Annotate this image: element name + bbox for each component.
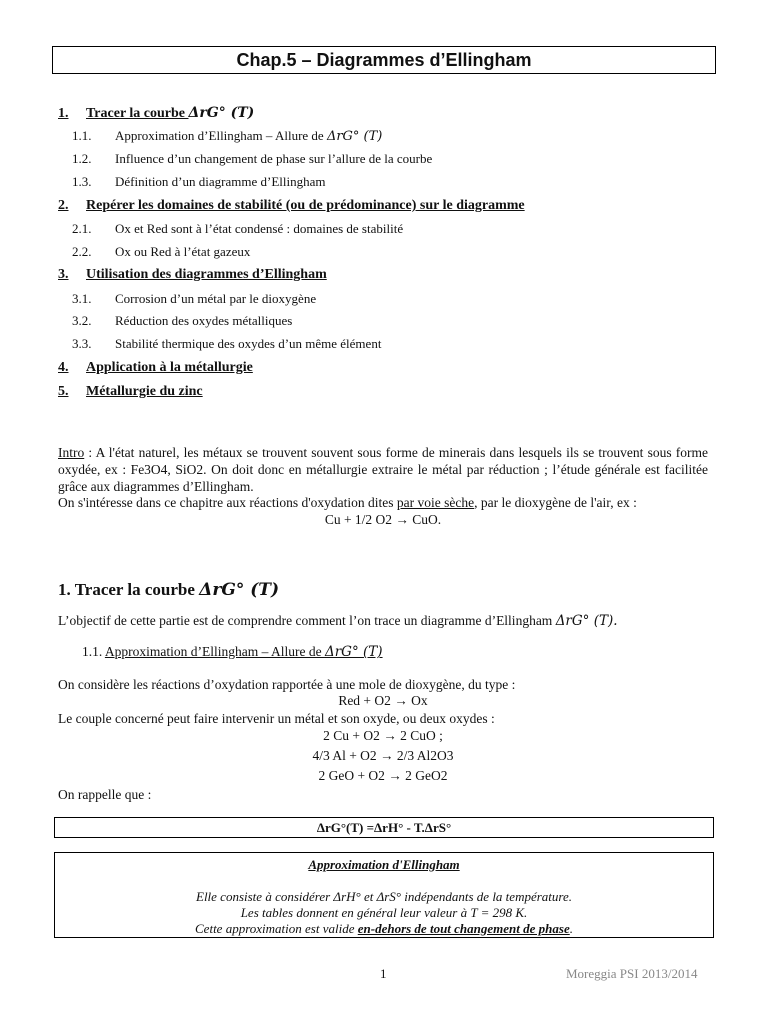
toc-label: Application à la métallurgie	[86, 360, 253, 375]
toc-label: Ox ou Red à l’état gazeux	[115, 244, 251, 259]
toc-label: Réduction des oxydes métalliques	[115, 313, 293, 328]
section-1-heading	[58, 580, 279, 600]
toc-item-3	[58, 266, 327, 284]
toc-math: ΔrG° (T)	[326, 129, 383, 144]
toc-item-5	[58, 383, 203, 401]
toc-number: 5.	[58, 384, 69, 399]
approximation-emphasis: en-dehors de tout changement de phase	[357, 921, 570, 936]
intro-label: Intro	[58, 445, 85, 460]
toc-number: 2.2.	[72, 244, 92, 259]
approximation-text: .	[569, 921, 573, 936]
subsection-label: Approximation d’Ellingham – Allure de	[104, 644, 325, 659]
toc-item-4	[58, 359, 253, 377]
toc-number: 3.	[58, 267, 69, 282]
toc-number: 1.1.	[72, 128, 92, 143]
toc-item-2	[58, 197, 525, 215]
toc-number: 3.3.	[72, 336, 92, 351]
intro-paragraph-2	[58, 494, 708, 511]
heading-math: ΔrG° (T)	[199, 580, 279, 600]
equation-cu: 2 Cu + O2 → 2 CuO ;	[323, 728, 443, 743]
equation-red-ox: Red + O2 → Ox	[338, 693, 428, 708]
toc-number: 3.2.	[72, 313, 92, 328]
paragraph-oxydation: On considère les réactions d’oxydation rapportée à une mole de dioxygène, du type :	[58, 677, 516, 692]
approximation-title: Approximation d'Ellingham	[308, 857, 460, 872]
toc-math: ΔrG° (T)	[188, 105, 255, 121]
formula-box: ΔrG°(T) =ΔrH° - T.ΔrS°	[54, 817, 714, 838]
toc-number: 2.	[58, 198, 69, 213]
toc-number: 3.1.	[72, 291, 92, 306]
toc-number: 1.2.	[72, 151, 92, 166]
page-number: 1	[380, 966, 387, 981]
intro-paragraph	[58, 444, 708, 495]
intro-equation: Cu + 1/2 O2 → CuO.	[324, 512, 442, 527]
toc-label: Métallurgie du zinc	[86, 384, 203, 399]
subsection-1-1-heading	[82, 644, 383, 660]
section-1-intro	[58, 612, 708, 630]
toc-label: Approximation d’Ellingham – Allure de	[115, 128, 327, 143]
heading-text: 1. Tracer la courbe	[58, 580, 200, 599]
subsection-number: 1.1.	[82, 644, 105, 659]
paragraph-rappel: On rappelle que :	[58, 787, 152, 802]
section-math: ΔrG° (T).	[555, 613, 618, 629]
toc-item-1	[58, 104, 254, 123]
toc-label: Utilisation des diagrammes d’Ellingham	[86, 267, 327, 282]
footer-credit: Moreggia PSI 2013/2014	[566, 966, 698, 981]
toc-number: 1.3.	[72, 174, 92, 189]
intro-underlined: par voie sèche	[396, 495, 475, 510]
equation-al: 4/3 Al + O2 → 2/3 Al2O3	[312, 748, 454, 763]
page-title: Chap.5 – Diagrammes d’Ellingham	[52, 46, 716, 74]
approximation-box	[54, 852, 714, 938]
intro-text: On s'intéresse dans ce chapitre aux réactions d'oxydation dites	[58, 495, 397, 510]
approximation-line-3	[55, 921, 713, 937]
toc-number: 2.1.	[72, 221, 92, 236]
toc-label: Corrosion d’un métal par le dioxygène	[115, 291, 317, 306]
approximation-line-2: Les tables donnent en général leur valeur à T = 298 K.	[240, 905, 528, 920]
toc-number: 1.	[58, 106, 69, 121]
toc-label: Repérer les domaines de stabilité (ou de prédominance) sur le diagramme	[86, 198, 525, 213]
toc-label: Stabilité thermique des oxydes d’un même élément	[115, 336, 382, 351]
approximation-text: Cette approximation est valide	[195, 921, 358, 936]
toc-label: Ox et Red sont à l’état condensé : domaines de stabilité	[115, 221, 404, 236]
toc-label: Définition d’un diagramme d’Ellingham	[115, 174, 326, 189]
section-text: L’objectif de cette partie est de comprendre comment l’on trace un diagramme d’Ellingham	[58, 613, 556, 628]
intro-text: : A l'état naturel, les métaux se trouvent souvent sous forme de minerais dans lesquels ils se trouvent sous forme oxydée, ex : Fe3O4, SiO2. On doit donc en métallurgie extraire le métal par réduction ; l’étude générale est facilitée grâce aux diagrammes d’Ellingham.	[58, 445, 708, 494]
toc-label: Influence d’un changement de phase sur l’allure de la courbe	[115, 151, 433, 166]
intro-text: , par le dioxygène de l'air, ex :	[474, 495, 637, 510]
paragraph-couple: Le couple concerné peut faire intervenir un métal et son oxyde, ou deux oxydes :	[58, 711, 495, 726]
toc-label: Tracer la courbe	[86, 106, 189, 121]
equation-geo: 2 GeO + O2 → 2 GeO2	[318, 768, 448, 783]
toc-number: 4.	[58, 360, 69, 375]
subsection-math: ΔrG° (T)	[324, 644, 383, 660]
approximation-line-1: Elle consiste à considérer ΔrH° et ΔrS° indépendants de la température.	[196, 889, 572, 904]
